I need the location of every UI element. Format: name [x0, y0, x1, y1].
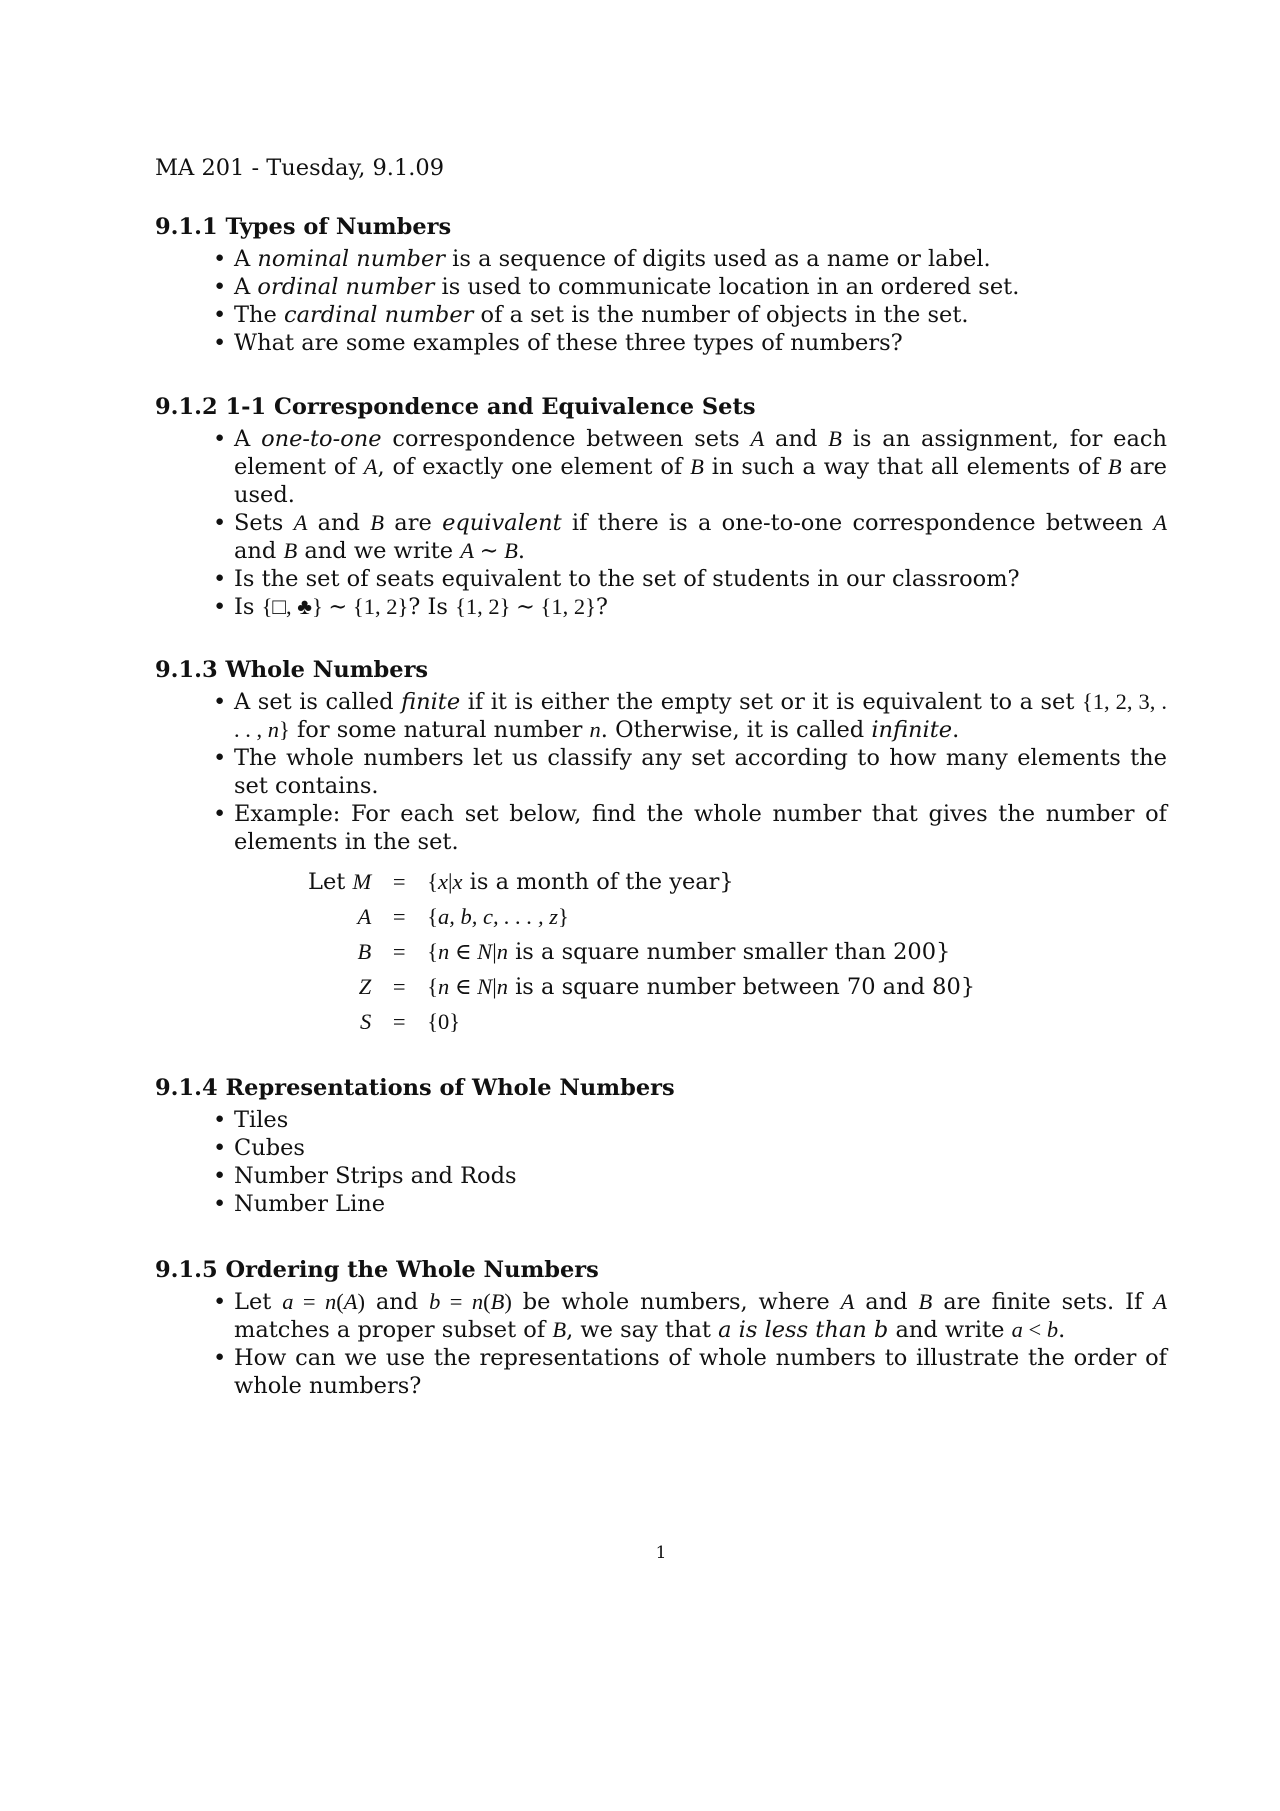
set-definitions [308, 864, 975, 1039]
section-title: 9.1.4 Representations of Whole Numbers [155, 1075, 675, 1101]
section-types-of-numbers [155, 213, 1167, 357]
list-item: • Sets A and B are equivalent if there is a one-to-one correspondence between A and B and we write A ∼ B. [155, 509, 1167, 565]
section-title: 9.1.2 1-1 Correspondence and Equivalence Sets [155, 394, 756, 420]
list-item: • What are some examples of these three types of numbers? [155, 329, 1167, 357]
bullet-list [155, 1288, 1167, 1400]
list-item: • Tiles [155, 1106, 1167, 1134]
bullet-list [155, 688, 1167, 856]
section-title: 9.1.1 Types of Numbers [155, 214, 452, 240]
section-ordering [155, 1256, 1167, 1400]
section-correspondence [155, 393, 1167, 621]
list-item: • A set is called finite if it is either the empty set or it is equivalent to a set {1, 2, 3, . . . , n} for some natural number n. Otherwise, it is called infinite. [155, 688, 1167, 744]
list-item: • A ordinal number is used to communicate location in an ordered set. [155, 273, 1167, 301]
bullet-list [155, 245, 1167, 357]
equation-row: B = {n ∈ N|n is a square number smaller than 200} [357, 938, 951, 965]
list-item: • Cubes [155, 1134, 1167, 1162]
list-item: • Number Line [155, 1190, 1167, 1218]
document-header: MA 201 - Tuesday, 9.1.09 [155, 155, 445, 181]
bullet-list [155, 425, 1167, 621]
section-representations [155, 1074, 1167, 1218]
list-item: • Let a = n(A) and b = n(B) be whole numbers, where A and B are finite sets. If A matches a proper subset of B, we say that a is less than b and write a < b. [155, 1288, 1167, 1344]
equation-row: S = {0} [359, 1008, 461, 1034]
equation-row: Let M = {x|x is a month of the year} [308, 868, 734, 895]
list-item: • The whole numbers let us classify any set according to how many elements the set contains. [155, 744, 1167, 800]
section-whole-numbers [155, 656, 1167, 1039]
section-title: 9.1.5 Ordering the Whole Numbers [155, 1257, 599, 1283]
list-item: • A nominal number is a sequence of digits used as a name or label. [155, 245, 1167, 273]
list-item: • Number Strips and Rods [155, 1162, 1167, 1190]
section-title: 9.1.3 Whole Numbers [155, 657, 429, 683]
list-item: • Is {□, ♣} ∼ {1, 2}? Is {1, 2} ∼ {1, 2}? [155, 593, 1167, 621]
bullet-list [155, 1106, 1167, 1218]
list-item: • Is the set of seats equivalent to the set of students in our classroom? [155, 565, 1167, 593]
list-item: • How can we use the representations of whole numbers to illustrate the order of whole numbers? [155, 1344, 1167, 1400]
equation-row: Z = {n ∈ N|n is a square number between 70 and 80} [358, 973, 976, 1000]
page-number: 1 [655, 1543, 667, 1563]
list-item: • A one-to-one correspondence between sets A and B is an assignment, for each element of A, of exactly one element of B in such a way that all elements of B are used. [155, 425, 1167, 509]
list-item: • The cardinal number of a set is the number of objects in the set. [155, 301, 1167, 329]
equation-row: A = {a, b, c, . . . , z} [357, 903, 569, 929]
list-item: • Example: For each set below, find the whole number that gives the number of elements in the set. [155, 800, 1167, 856]
